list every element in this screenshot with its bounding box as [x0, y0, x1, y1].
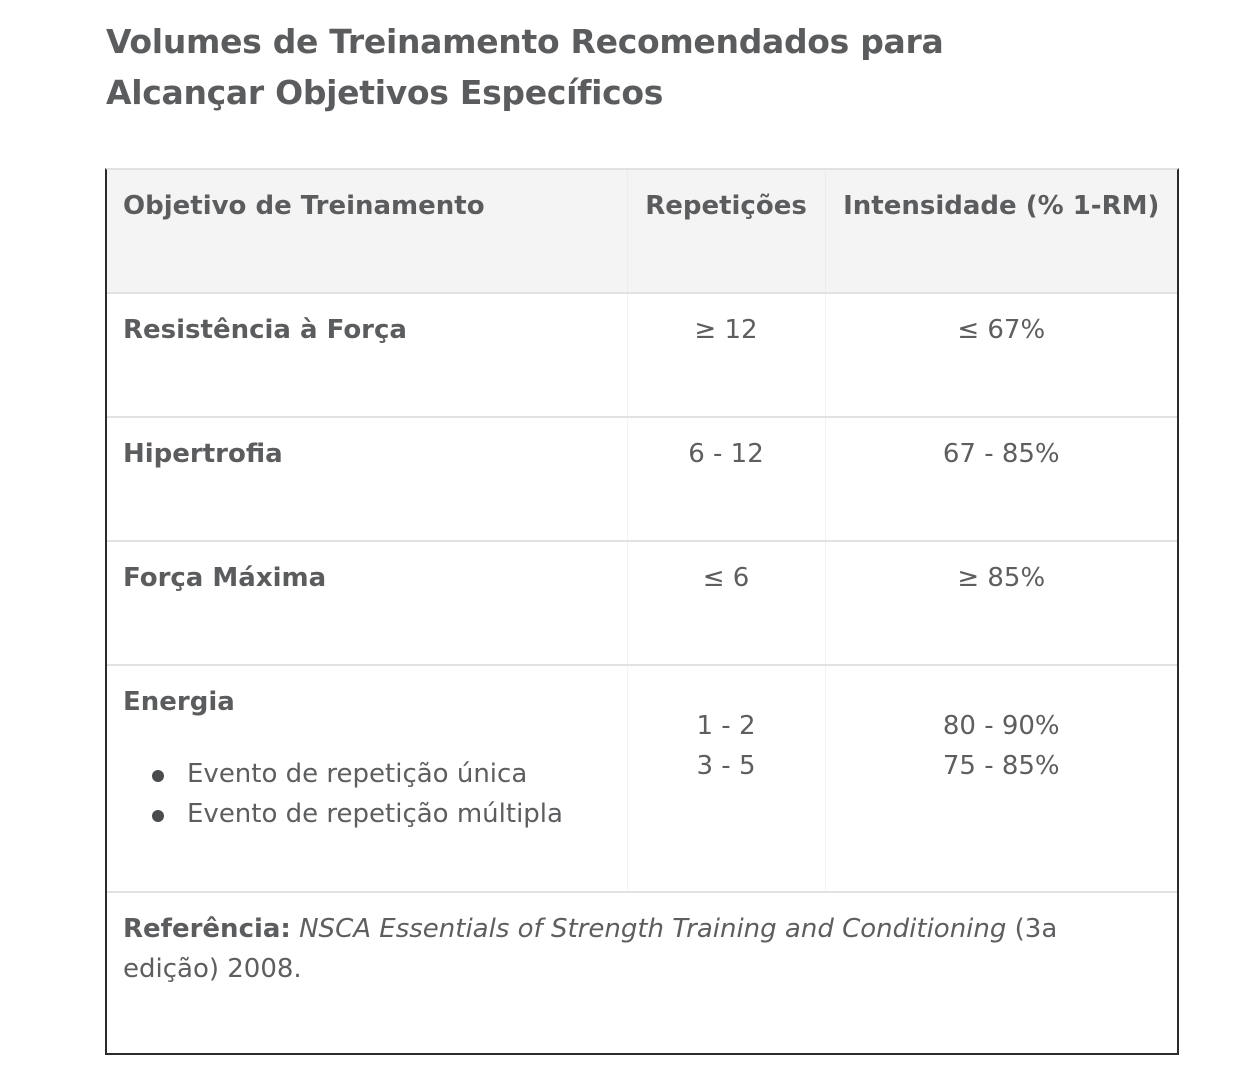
table-header-row — [107, 170, 1177, 293]
header-reps: Repetições — [627, 170, 825, 293]
header-intensity: Intensidade (% 1-RM) — [825, 170, 1177, 293]
energy-reps-values — [644, 706, 809, 786]
reps-cell-energy — [627, 665, 825, 892]
list-item — [187, 794, 611, 834]
intensity-cell: ≤ 67% — [825, 293, 1177, 417]
training-volume-table — [107, 170, 1177, 1052]
reps-cell: 6 - 12 — [627, 417, 825, 541]
energy-intensity-value: 80 - 90% — [942, 711, 1060, 741]
goal-cell-energy — [107, 665, 627, 892]
table-body — [107, 293, 1177, 1052]
energy-intensity-value: 75 - 85% — [942, 751, 1060, 781]
training-volume-table-container — [105, 168, 1179, 1055]
reference-cell — [107, 892, 1177, 1052]
reference-book-title: NSCA Essentials of Strength Training and Conditioning — [299, 914, 1007, 944]
energy-subitems-list — [123, 754, 611, 834]
table-header — [107, 170, 1177, 293]
table-row — [107, 541, 1177, 665]
goal-cell: Resistência à Força — [107, 293, 627, 417]
reps-cell: ≥ 12 — [627, 293, 825, 417]
reference-label: Referência: — [123, 914, 291, 944]
intensity-cell-energy — [825, 665, 1177, 892]
goal-cell: Hipertrofia — [107, 417, 627, 541]
list-item — [187, 754, 611, 794]
energy-reps-value: 3 - 5 — [696, 751, 756, 781]
bullet-icon — [152, 810, 164, 822]
header-goal: Objetivo de Treinamento — [107, 170, 627, 293]
reps-cell: ≤ 6 — [627, 541, 825, 665]
energy-intensity-values — [842, 706, 1162, 786]
energy-goal-label: Energia — [123, 687, 235, 717]
reference-row — [107, 892, 1177, 1052]
table-row-energy — [107, 665, 1177, 892]
energy-reps-value: 1 - 2 — [696, 711, 756, 741]
table-row — [107, 293, 1177, 417]
bullet-icon — [152, 770, 164, 782]
intensity-cell: ≥ 85% — [825, 541, 1177, 665]
reference-edition: (3a edição) 2008. — [123, 914, 1058, 984]
page-title: Volumes de Treinamento Recomendados para Alcançar Objetivos Específicos — [106, 22, 944, 112]
intensity-cell: 67 - 85% — [825, 417, 1177, 541]
table-row — [107, 417, 1177, 541]
energy-subitem-label: Evento de repetição única — [187, 759, 528, 789]
energy-subitem-label: Evento de repetição múltipla — [187, 799, 563, 829]
goal-cell: Força Máxima — [107, 541, 627, 665]
